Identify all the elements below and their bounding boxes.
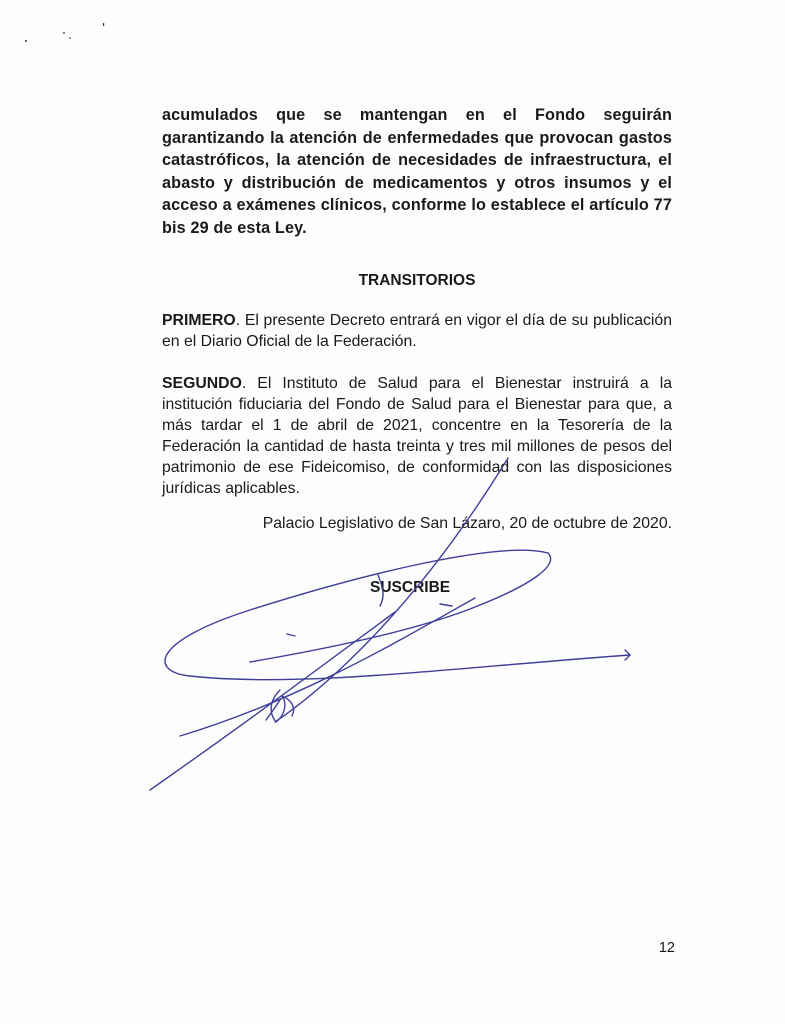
section-heading: TRANSITORIOS xyxy=(358,272,476,289)
subscribe-label: SUSCRIBE xyxy=(370,579,451,596)
continuation-paragraph: acumulados que se mantengan en el Fondo seguirán garantizando la atención de enfermedades que provocan gastos catastróficos, la atención de necesidades de infraestructura, el abasto y distribución de medicamentos y otros insumos y el acceso a exámenes clínicos, conforme lo establece el artículo 77 bis 29 de esta Ley. xyxy=(162,106,672,237)
page-number: 12 xyxy=(658,940,675,956)
transitorio-text: . El presente Decreto entrará en vigor el día de su publicación en el Diario Oficial de la Federación. xyxy=(162,312,672,350)
transitorio-text: . El Instituto de Salud para el Bienestar instruirá a la institución fiduciaria del Fondo de Salud para el Bienestar para que, a más tardar el 1 de abril de 2021, concentre en la Tesorería de la Federación la cantidad de hasta treinta y tres mil millones de pesos del patrimonio de ese Fideicomiso, de conformidad con las disposiciones jurídicas aplicables. xyxy=(162,375,672,497)
transitorio-primero xyxy=(162,311,672,353)
transitorio-label: PRIMERO xyxy=(162,312,236,329)
place-date: Palacio Legislativo de San Lázaro, 20 de octubre de 2020. xyxy=(262,515,672,532)
transitorio-segundo xyxy=(162,374,672,499)
scan-specks xyxy=(0,0,140,60)
transitorio-label: SEGUNDO xyxy=(162,375,242,392)
